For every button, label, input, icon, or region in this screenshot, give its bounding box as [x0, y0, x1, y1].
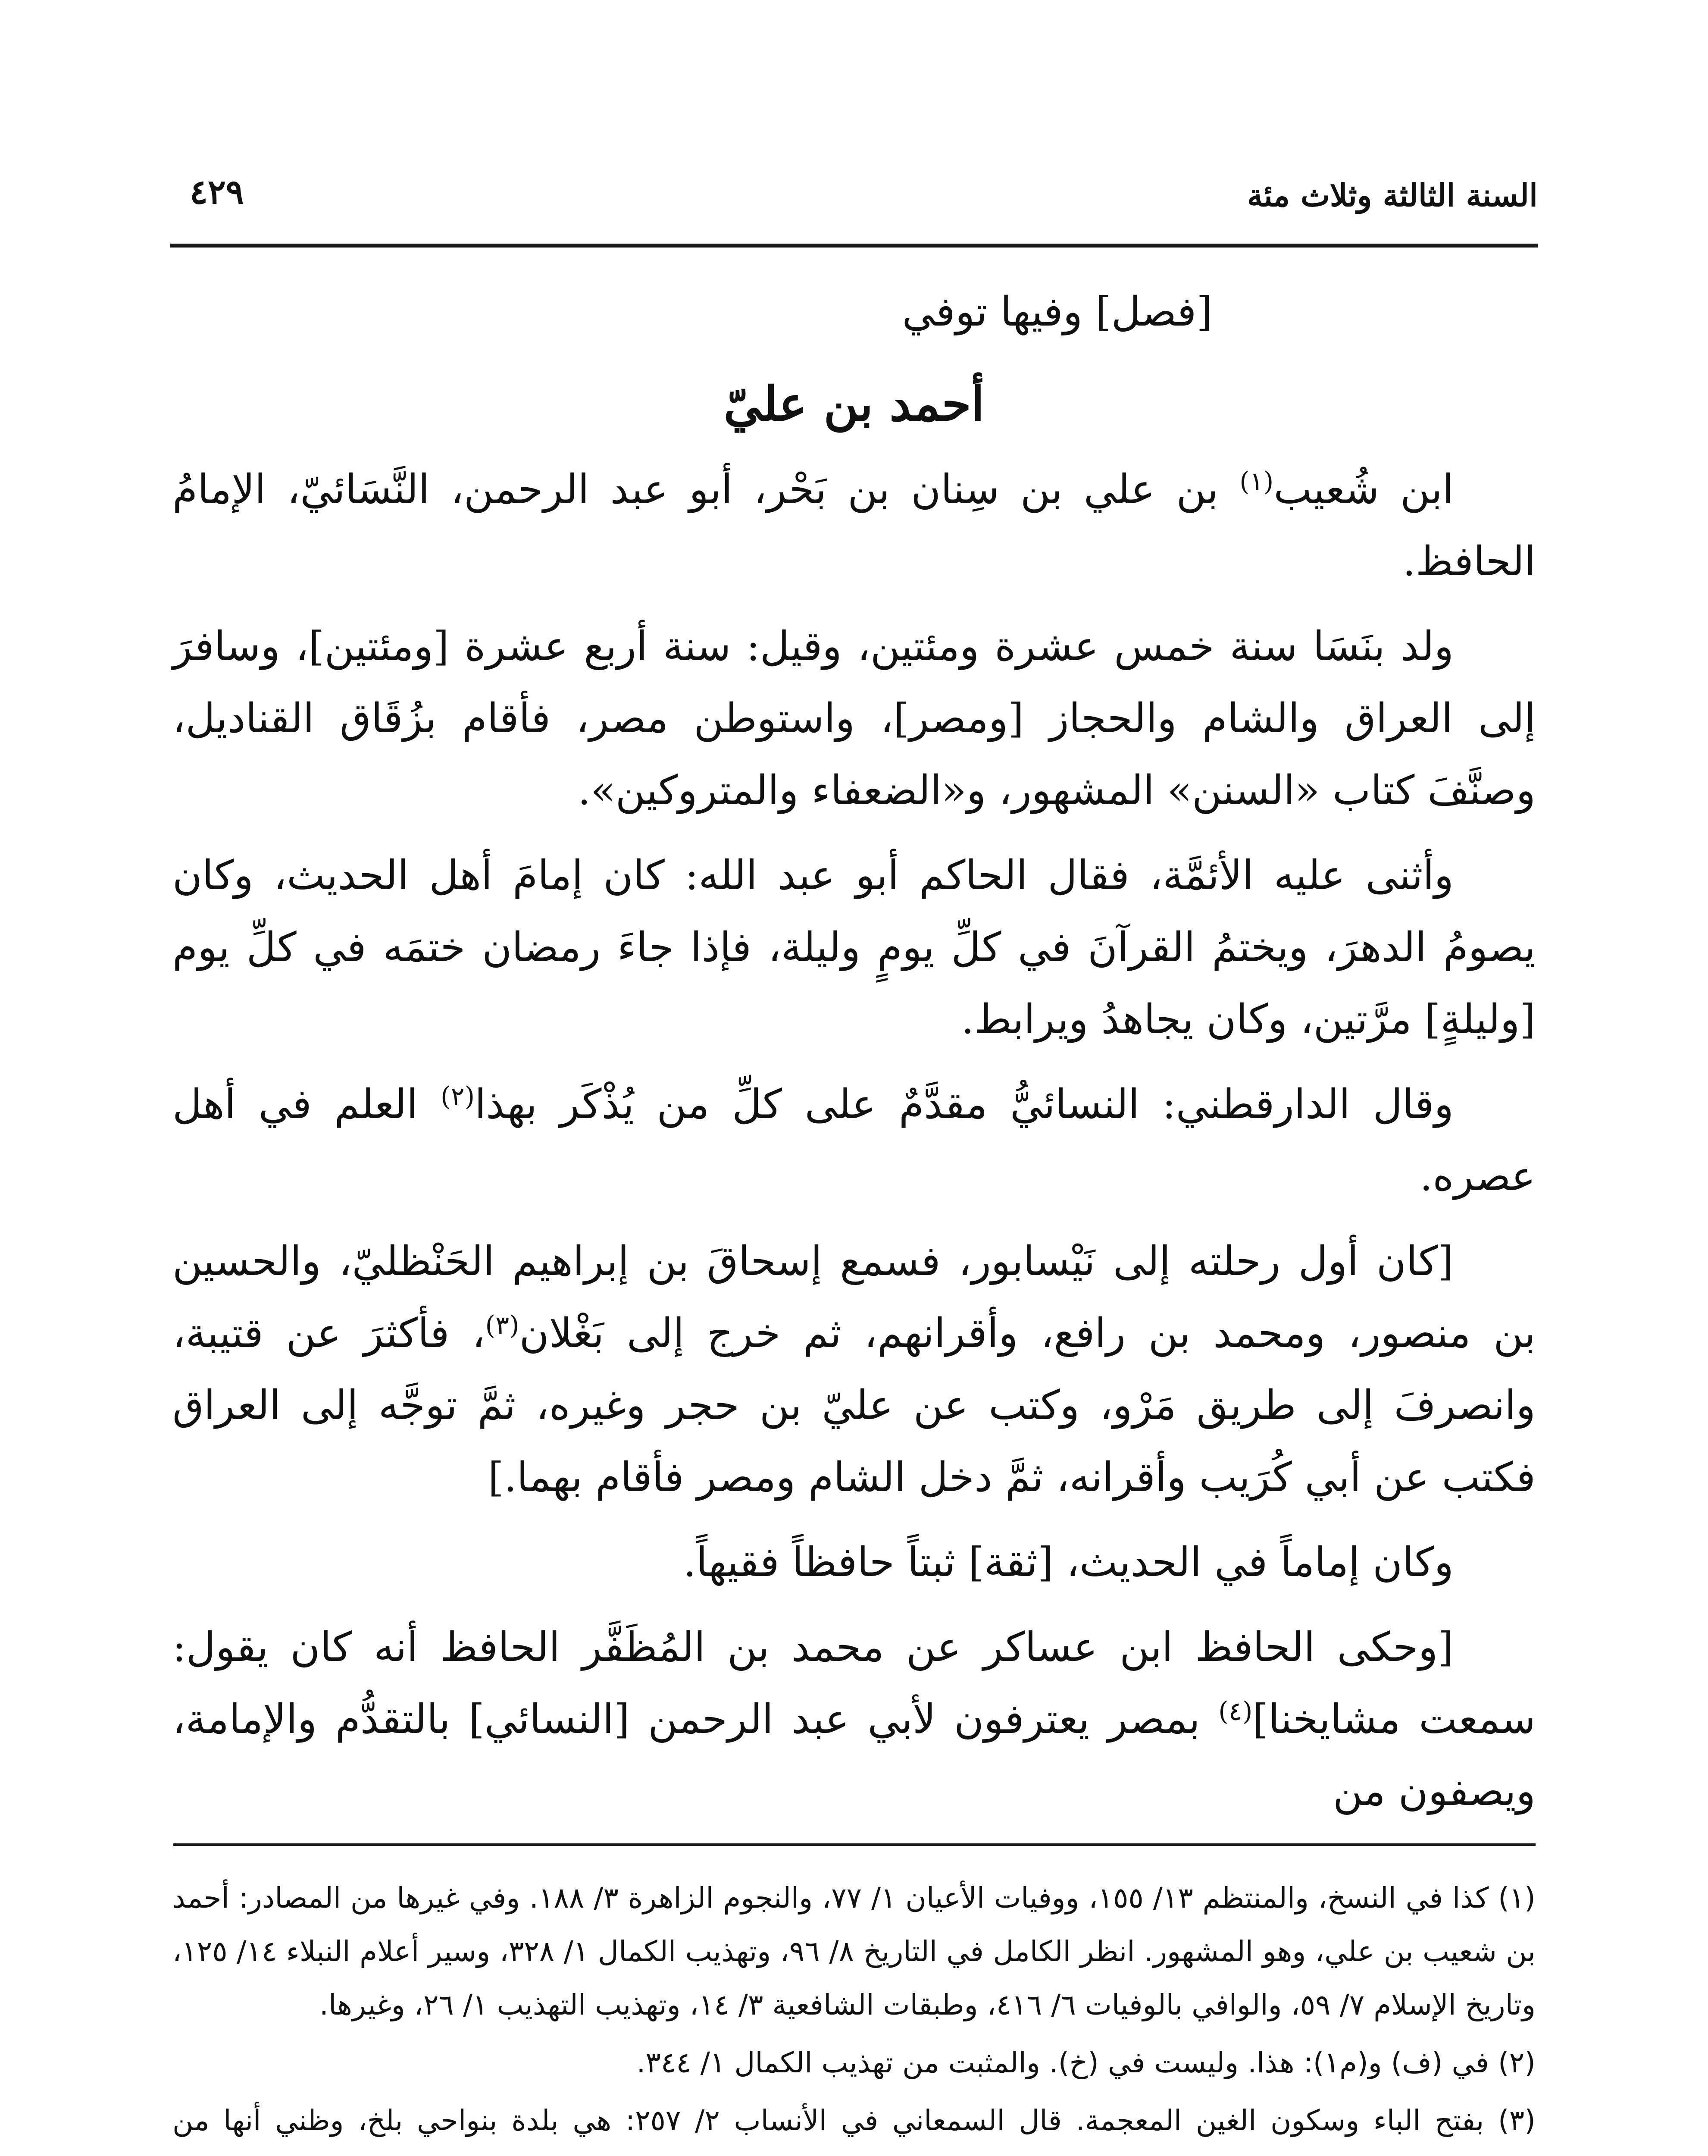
paragraph-journeys-start: [كان أول رحلته إلى نَيْسابور، فسمع إسحاقَ بن إبراهيم الحَنْظليّ، والحسين بن منصور، ومحمد بن رافع، وأقرانهم، ثم خرج إلى بَغْلان — [172, 1238, 1536, 1357]
main-text — [172, 276, 1536, 1827]
paragraph-ibn-asakir — [172, 1611, 1536, 1827]
footnote-marker-4: (٤) — [1218, 1696, 1253, 1727]
paragraph-lineage — [172, 454, 1536, 598]
footnotes — [172, 1871, 1536, 2156]
paragraph-daraqutni — [172, 1069, 1536, 1213]
paragraph-daraqutni-end: العلم في أهل عصره. — [172, 1081, 1536, 1200]
footnote-marker-2: (٢) — [441, 1081, 475, 1112]
footnote-divider — [173, 1843, 1536, 1846]
footnote-1: (١) كذا في النسخ، والمنتظم ١٣/ ١٥٥، ووفيات الأعيان ١/ ٧٧، والنجوم الزاهرة ٣/ ١٨٨. وفي غيرها من المصادر: أحمد بن شعيب بن علي، وهو المشهور. انظر الكامل في التاريخ ٨/ ٩٦، وتهذيب الكمال ١/ ٣٢٨، وسير أعلام النبلاء ١٤/ ١٢٥، وتاريخ الإسلام ٧/ ٥٩، والوافي بالوفيات ٦/ ٤١٦، وطبقات الشافعية ٣/ ١٤، وتهذيب التهذيب ١/ ٢٦، وغيرها. — [172, 1881, 1536, 2021]
paragraph-imam: وكان إماماً في الحديث، [ثقة] ثبتاً حافظاً فقيهاً. — [683, 1539, 1454, 1586]
paragraph-journeys — [172, 1225, 1536, 1514]
footnote-marker-1: (١) — [1239, 467, 1274, 497]
paragraph-birth-travels: ولد بنَسَا سنة خمس عشرة ومئتين، وقيل: سنة أربع عشرة [ومئتين]، وسافرَ إلى العراق والشام والحجاز [ومصر]، واستوطن مصر، فأقام بزُقَاق القناديل، وصنَّفَ كتاب «السنن» المشهور، و«الضعفاء والمتروكين». — [172, 623, 1536, 814]
paragraph-lineage-start: ابن شُعيب — [1273, 466, 1454, 513]
paragraph-journeys-end: ، فأكثرَ عن قتيبة، وانصرفَ إلى طريق مَرْو، وكتب عن عليّ بن حجر وغيره، ثمَّ توجَّه إلى العراق فكتب عن أبي كُرَيب وأقرانه، ثمَّ دخل الشام ومصر فأقام بهما.] — [172, 1310, 1536, 1501]
footnote-3: (٣) بفتح الباء وسكون الغين المعجمة. قال السمعاني في الأنساب ٢/ ٢٥٧: هي بلدة بنواحي بلخ، وظني أنها من — [172, 2104, 1536, 2137]
paragraph-ibn-asakir-end: بمصر يعترفون لأبي عبد الرحمن [النسائي] بالتقدُّم والإمامة، ويصفون من — [172, 1696, 1536, 1815]
paragraph-lineage-end: بن علي بن سِنان بن بَحْر، أبو عبد الرحمن، النَّسَائيّ، الإمامُ الحافظ. — [172, 466, 1536, 585]
footnote-2: (٢) في (ف) و(م١): هذا. وليست في (خ). والمثبت من تهذيب الكمال ١/ ٣٤٤. — [636, 2046, 1536, 2079]
running-title: السنة الثالثة وثلاث مئة — [1247, 177, 1538, 213]
paragraph-daraqutni-start: وقال الدارقطني: النسائيُّ مقدَّمٌ على كلِّ من يُذْكَر بهذا — [475, 1081, 1454, 1128]
header-divider — [170, 244, 1538, 248]
paragraph-praise: وأثنى عليه الأئمَّة، فقال الحاكم أبو عبد الله: كان إمامَ أهل الحديث، وكان يصومُ الدهرَ، ويختمُ القرآنَ في كلِّ يومٍ وليلة، فإذا جاءَ رمضان ختمَه في كلِّ يوم [وليلةٍ] مرَّتين، وكان يجاهدُ ويرابط. — [172, 852, 1536, 1043]
footnote-marker-3: (٣) — [485, 1310, 519, 1341]
paragraph-ibn-asakir-start: [وحكى الحافظ ابن عساكر عن محمد بن المُظَفَّر الحافظ أنه كان يقول: سمعت مشايخنا] — [172, 1624, 1536, 1743]
page-header — [172, 168, 1538, 233]
page-number: ٤٢٩ — [190, 172, 244, 212]
section-intro: [فصل] وفيها توفي — [902, 288, 1212, 335]
biography-heading: أحمد بن عليّ — [723, 376, 985, 432]
